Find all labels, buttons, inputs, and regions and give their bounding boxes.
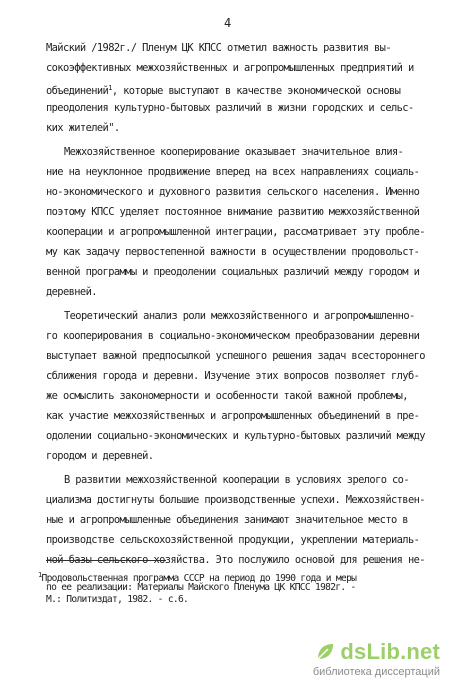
text-line: деревней. bbox=[46, 286, 97, 298]
text-line: В развитии межхозяйственной кооперации в условиях зрелого со- bbox=[64, 474, 409, 486]
page-number: 4 bbox=[224, 16, 232, 30]
text-fragment: объединений bbox=[46, 85, 109, 97]
footnote-reference: 1 bbox=[108, 84, 112, 92]
footnote-line: по ее реализации: Материалы Майского Пленума ЦК КПСС 1982г. - bbox=[46, 582, 356, 593]
text-line: Межхозяйственное кооперирование оказывает значительное влия- bbox=[64, 146, 404, 158]
footnote-marker: 1 bbox=[38, 571, 42, 579]
text-line: кооперации и агропромышленной интеграции, рассматривает эту пробле- bbox=[46, 226, 425, 238]
text-line: городом и деревней. bbox=[46, 450, 154, 462]
footnote-line: М.: Политиздат, 1982. - с.6. bbox=[46, 594, 189, 605]
text-line: сокоэффективных межхозяйственных и агропромышленных предприятий и bbox=[46, 62, 414, 74]
text-line: го кооперирования в социально-экономическом преобразовании деревни bbox=[46, 330, 420, 342]
watermark-brand: dsLib.net bbox=[340, 639, 440, 664]
text-fragment: , которые выступают в качестве экономической основы bbox=[111, 85, 401, 97]
text-line: ких жителей". bbox=[46, 122, 120, 134]
watermark-tagline: библиотека диссертаций bbox=[312, 666, 440, 678]
footnote-text: Продовольственная программа СССР на период до 1990 года и меры bbox=[41, 573, 357, 584]
watermark bbox=[313, 639, 440, 678]
text-line: ные и агропромышленные объединения занимают значительное место в bbox=[46, 514, 408, 526]
text-line: Теоретический анализ роли межхозяйственного и агропромышленно- bbox=[64, 310, 415, 322]
text-line: производстве сельскохозяйственной продукции, укреплении материаль- bbox=[46, 534, 420, 546]
text-line: ной базы сельского хозяйства. Это послужило основой для решения не- bbox=[46, 554, 425, 566]
text-line: циализма достигнуты большие производственные успехи. Межхозяйствен- bbox=[46, 494, 425, 506]
text-line: преодоления культурно-бытовых различий в жизни городских и сельс- bbox=[46, 102, 414, 114]
text-line: ние на неуклонное продвижение вперед на всех направлениях социаль- bbox=[46, 166, 420, 178]
text-line: же осмыслить закономерности и особенности такой важной проблемы, bbox=[46, 390, 408, 402]
text-line: венной программы и преодолении социальных различий между городом и bbox=[46, 266, 420, 278]
text-line bbox=[46, 82, 400, 97]
text-line: одолении социально-экономических и культурно-бытовых различий между bbox=[46, 430, 425, 442]
leaf-logo-icon bbox=[314, 641, 336, 663]
text-line: как участие межхозяйственных и агропромышленных объединений в пре- bbox=[46, 410, 420, 422]
text-line: сближения города и деревни. Изучение этих вопросов позволяет глуб- bbox=[46, 370, 420, 382]
text-line: выступает важной предпосылкой успешного решения задач всестороннего bbox=[46, 350, 425, 362]
text-line: поэтому КПСС уделяет постоянное внимание развитию межхозяйственной bbox=[46, 206, 420, 218]
text-line: Майский /1982г./ Пленум ЦК КПСС отметил важность развития вы- bbox=[46, 42, 391, 54]
footnote-divider bbox=[46, 560, 166, 561]
text-line: му как задачу первостепенной важности в осуществлении продовольст- bbox=[46, 246, 420, 258]
text-line: но-экономического и духовного развития сельского населения. Именно bbox=[46, 186, 420, 198]
